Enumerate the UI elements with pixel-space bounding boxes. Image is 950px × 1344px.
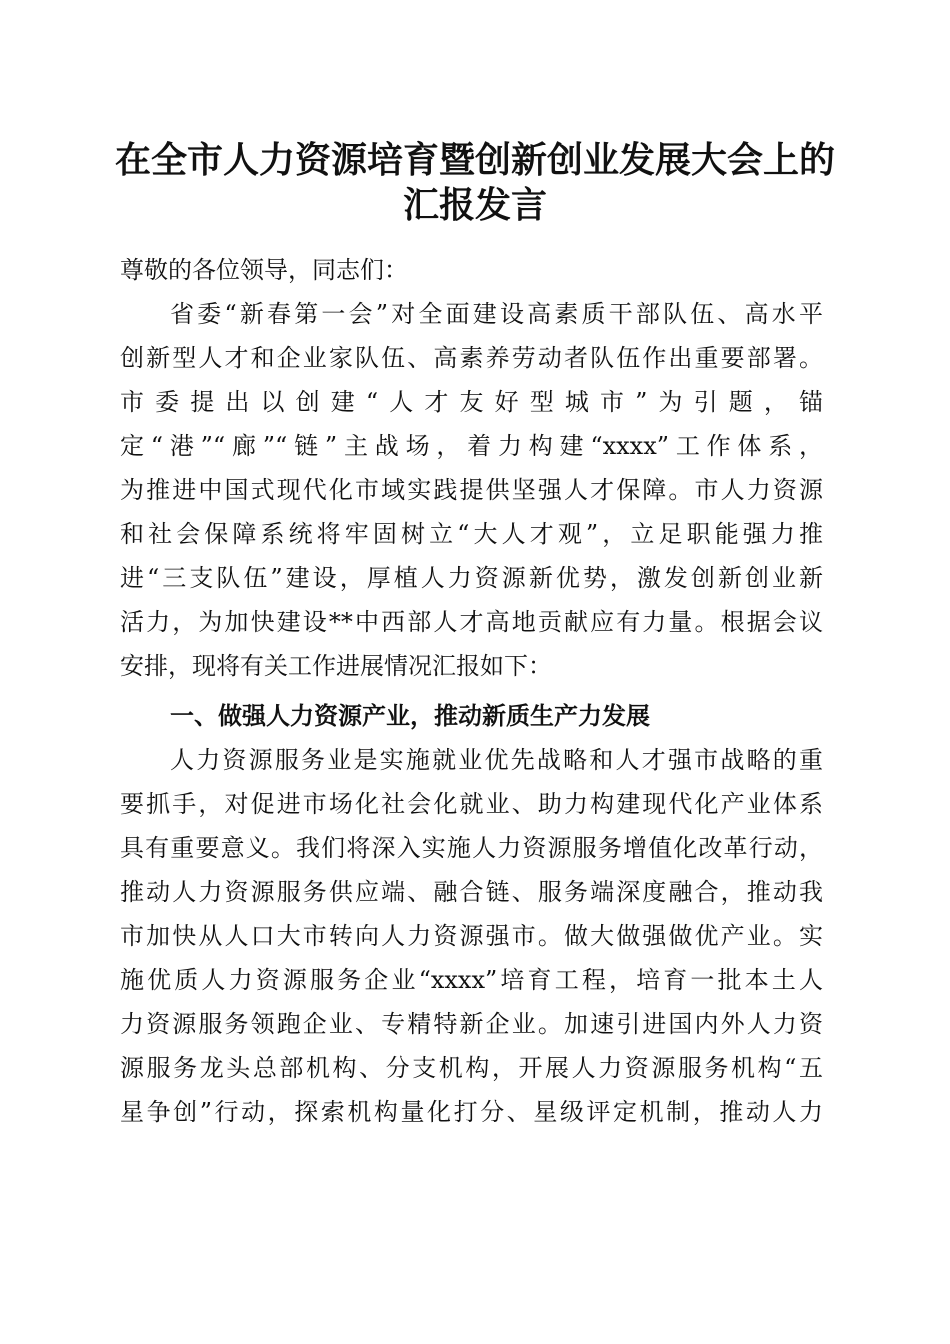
paragraph-line: 人力资源服务业是实施就业优先战略和人才强市战略的重 <box>170 746 823 774</box>
paragraph-line: 进“三支队伍”建设，厚植人力资源新优势，激发创新创业新 <box>120 564 823 592</box>
title-line-1: 在全市人力资源培育暨创新创业发展大会上的 <box>114 139 835 181</box>
paragraph-line: 安排，现将有关工作进展情况汇报如下： <box>120 652 552 680</box>
paragraph-line: 活力，为加快建设**中西部人才高地贡献应有力量。根据会议 <box>120 608 823 636</box>
paragraph-line: 为推进中国式现代化市域实践提供坚强人才保障。市人力资源 <box>120 476 823 504</box>
paragraph-line: 市加快从人口大市转向人力资源强市。做大做强做优产业。实 <box>120 922 823 950</box>
section-heading: 一、做强人力资源产业，推动新质生产力发展 <box>170 701 650 730</box>
salutation: 尊敬的各位领导，同志们： <box>120 256 408 284</box>
paragraph-line: 和社会保障系统将牢固树立“大人才观”，立足职能强力推 <box>120 520 823 548</box>
paragraph-line: 施优质人力资源服务企业“xxxx”培育工程，培育一批本土人 <box>120 966 823 994</box>
paragraph-line: 定“港”“廊”“链”主战场，着力构建“xxxx”工作体系， <box>120 432 823 460</box>
paragraph-line: 推动人力资源服务供应端、融合链、服务端深度融合，推动我 <box>120 878 823 906</box>
paragraph-line: 要抓手，对促进市场化社会化就业、助力构建现代化产业体系 <box>120 790 823 818</box>
paragraph-line: 省委“新春第一会”对全面建设高素质干部队伍、高水平 <box>170 300 823 328</box>
paragraph-line: 星争创”行动，探索机构量化打分、星级评定机制，推动人力 <box>120 1098 823 1126</box>
paragraph-line: 市委提出以创建“人才友好型城市”为引题，锚 <box>120 388 823 416</box>
paragraph-line: 具有重要意义。我们将深入实施人力资源服务增值化改革行动， <box>120 834 823 862</box>
paragraph-line: 力资源服务领跑企业、专精特新企业。加速引进国内外人力资 <box>120 1010 823 1038</box>
title-line-2: 汇报发言 <box>402 184 547 226</box>
paragraph-line: 创新型人才和企业家队伍、高素养劳动者队伍作出重要部署。 <box>120 344 823 372</box>
paragraph-line: 源服务龙头总部机构、分支机构，开展人力资源服务机构“五 <box>120 1054 823 1082</box>
